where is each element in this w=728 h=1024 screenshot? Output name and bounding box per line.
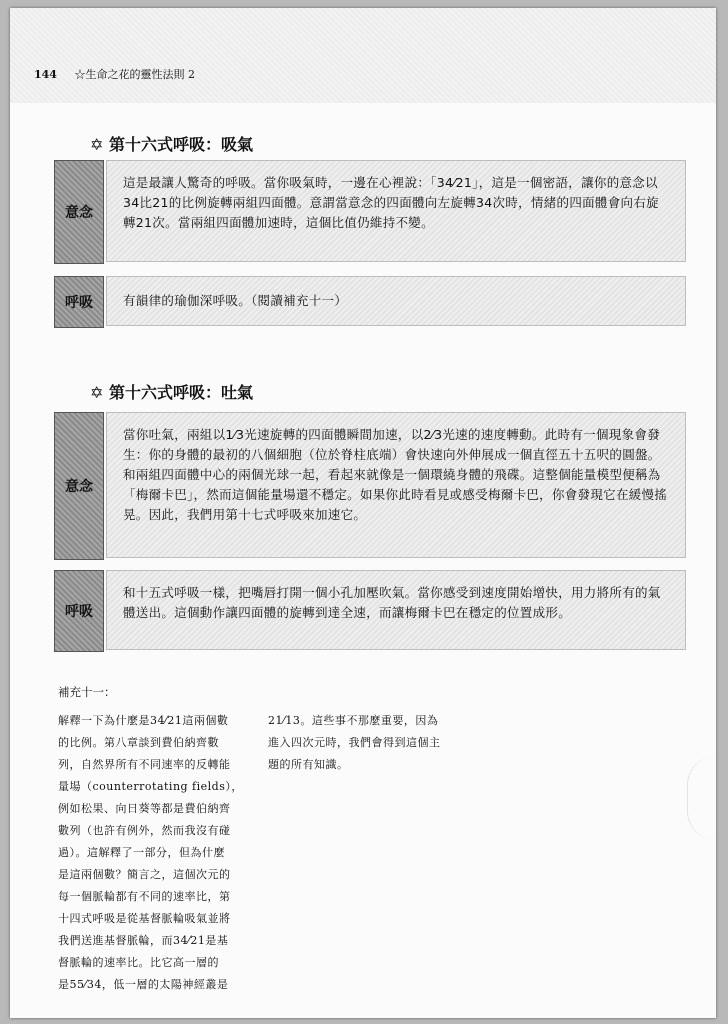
breath-text-exhale: 和十五式呼吸一樣，把嘴唇打開一個小孔加壓吹氣。當你感受到速度開始增快，用力將所有的氣體送出。這個動作讓四面體的旋轉到達全速，而讓梅爾卡巴在穩定的位置成形。 xyxy=(123,585,661,620)
supplement-title: 補充十一： xyxy=(58,685,116,699)
section-title-exhale xyxy=(90,380,253,403)
intent-label-exhale: 意念 xyxy=(54,412,104,560)
star-of-david-icon: ✡ xyxy=(90,383,104,402)
supplement-line: 解釋一下為什麼是34⁄21這兩個數 xyxy=(58,714,229,727)
supplement-line: 督脈輪的速率比。比它高一層的 xyxy=(58,956,219,969)
breath-label-inhale: 呼吸 xyxy=(54,276,104,328)
intent-text-exhale: 當你吐氣，兩組以1⁄3光速旋轉的四面體瞬間加速，以2⁄3光速的速度轉動。此時有一個現象會發生：你的身體的最初的八個細胞（位於脊柱底端）會快速向外伸展成一個直徑五十五呎的圓盤。和兩組四面體中心的兩個光球一起，看起來就像是一個環繞身體的飛碟。這整個能量模型便稱為「梅爾卡巴」，然而這個能量場還不穩定。如果你此時看見或感受梅爾卡巴，你會發現它在緩慢搖晃。因此，我們用第十七式呼吸來加速它。 xyxy=(123,427,668,522)
supplement-left-column xyxy=(58,710,268,996)
supplement-line: 進入四次元時，我們會得到這個主 xyxy=(268,736,441,749)
supplement-line: 我們送進基督脈輪，而34⁄21是基 xyxy=(58,934,229,947)
supplement-line: 十四式呼吸是從基督脈輪吸氣並將 xyxy=(58,912,231,925)
supplement-line: 是55⁄34，低一層的太陽神經叢是 xyxy=(58,978,229,991)
section-title-exhale-text: 第十六式呼吸：吐氣 xyxy=(108,383,253,402)
supplement-line: 列，自然界所有不同速率的反轉能 xyxy=(58,758,231,771)
page-number: 144 xyxy=(34,68,57,81)
supplement-line: 數列（也許有例外，然而我沒有碰 xyxy=(58,824,231,837)
breath-box-exhale xyxy=(106,570,686,650)
supplement-right-column xyxy=(268,710,478,776)
supplement-line: 是這兩個數？簡言之，這個次元的 xyxy=(58,868,231,881)
intent-box-exhale xyxy=(106,412,686,558)
book-title: ☆生命之花的靈性法則 2 xyxy=(74,68,195,81)
supplement-line: 的比例。第八章談到費伯納齊數 xyxy=(58,736,219,749)
breath-text-inhale: 有韻律的瑜伽深呼吸。（閱讀補充十一） xyxy=(123,293,348,308)
page-curl-shadow xyxy=(687,756,716,840)
supplement-line: 量場（counterrotating fields）， xyxy=(58,780,243,793)
page-header xyxy=(34,66,195,82)
intent-text-inhale: 這是最讓人驚奇的呼吸。當你吸氣時，一邊在心裡說：「34⁄21」，這是一個密語，讓你的意念以34比21的比例旋轉兩組四面體。意謂當意念的四面體向左旋轉34次時，情緒的四面體會向右旋轉21次。當兩組四面體加速時，這個比值仍維持不變。 xyxy=(123,175,659,230)
section-title-inhale xyxy=(90,132,253,155)
supplement-line: 過）。這解釋了一部分，但為什麼 xyxy=(58,846,225,859)
breath-label-exhale: 呼吸 xyxy=(54,570,104,652)
breath-box-inhale xyxy=(106,276,686,326)
star-of-david-icon: ✡ xyxy=(90,135,104,154)
scan-noise-band xyxy=(10,8,716,103)
book-page xyxy=(10,8,716,1018)
section-title-inhale-text: 第十六式呼吸：吸氣 xyxy=(108,135,253,154)
supplement-line: 21⁄13。這些事不那麼重要，因為 xyxy=(268,714,439,727)
intent-box-inhale xyxy=(106,160,686,262)
supplement-line: 例如松果、向日葵等都是費伯納齊 xyxy=(58,802,231,815)
supplement-line: 每一個脈輪都有不同的速率比，第 xyxy=(58,890,231,903)
intent-label-inhale: 意念 xyxy=(54,160,104,264)
supplement-line: 題的所有知識。 xyxy=(268,758,349,771)
